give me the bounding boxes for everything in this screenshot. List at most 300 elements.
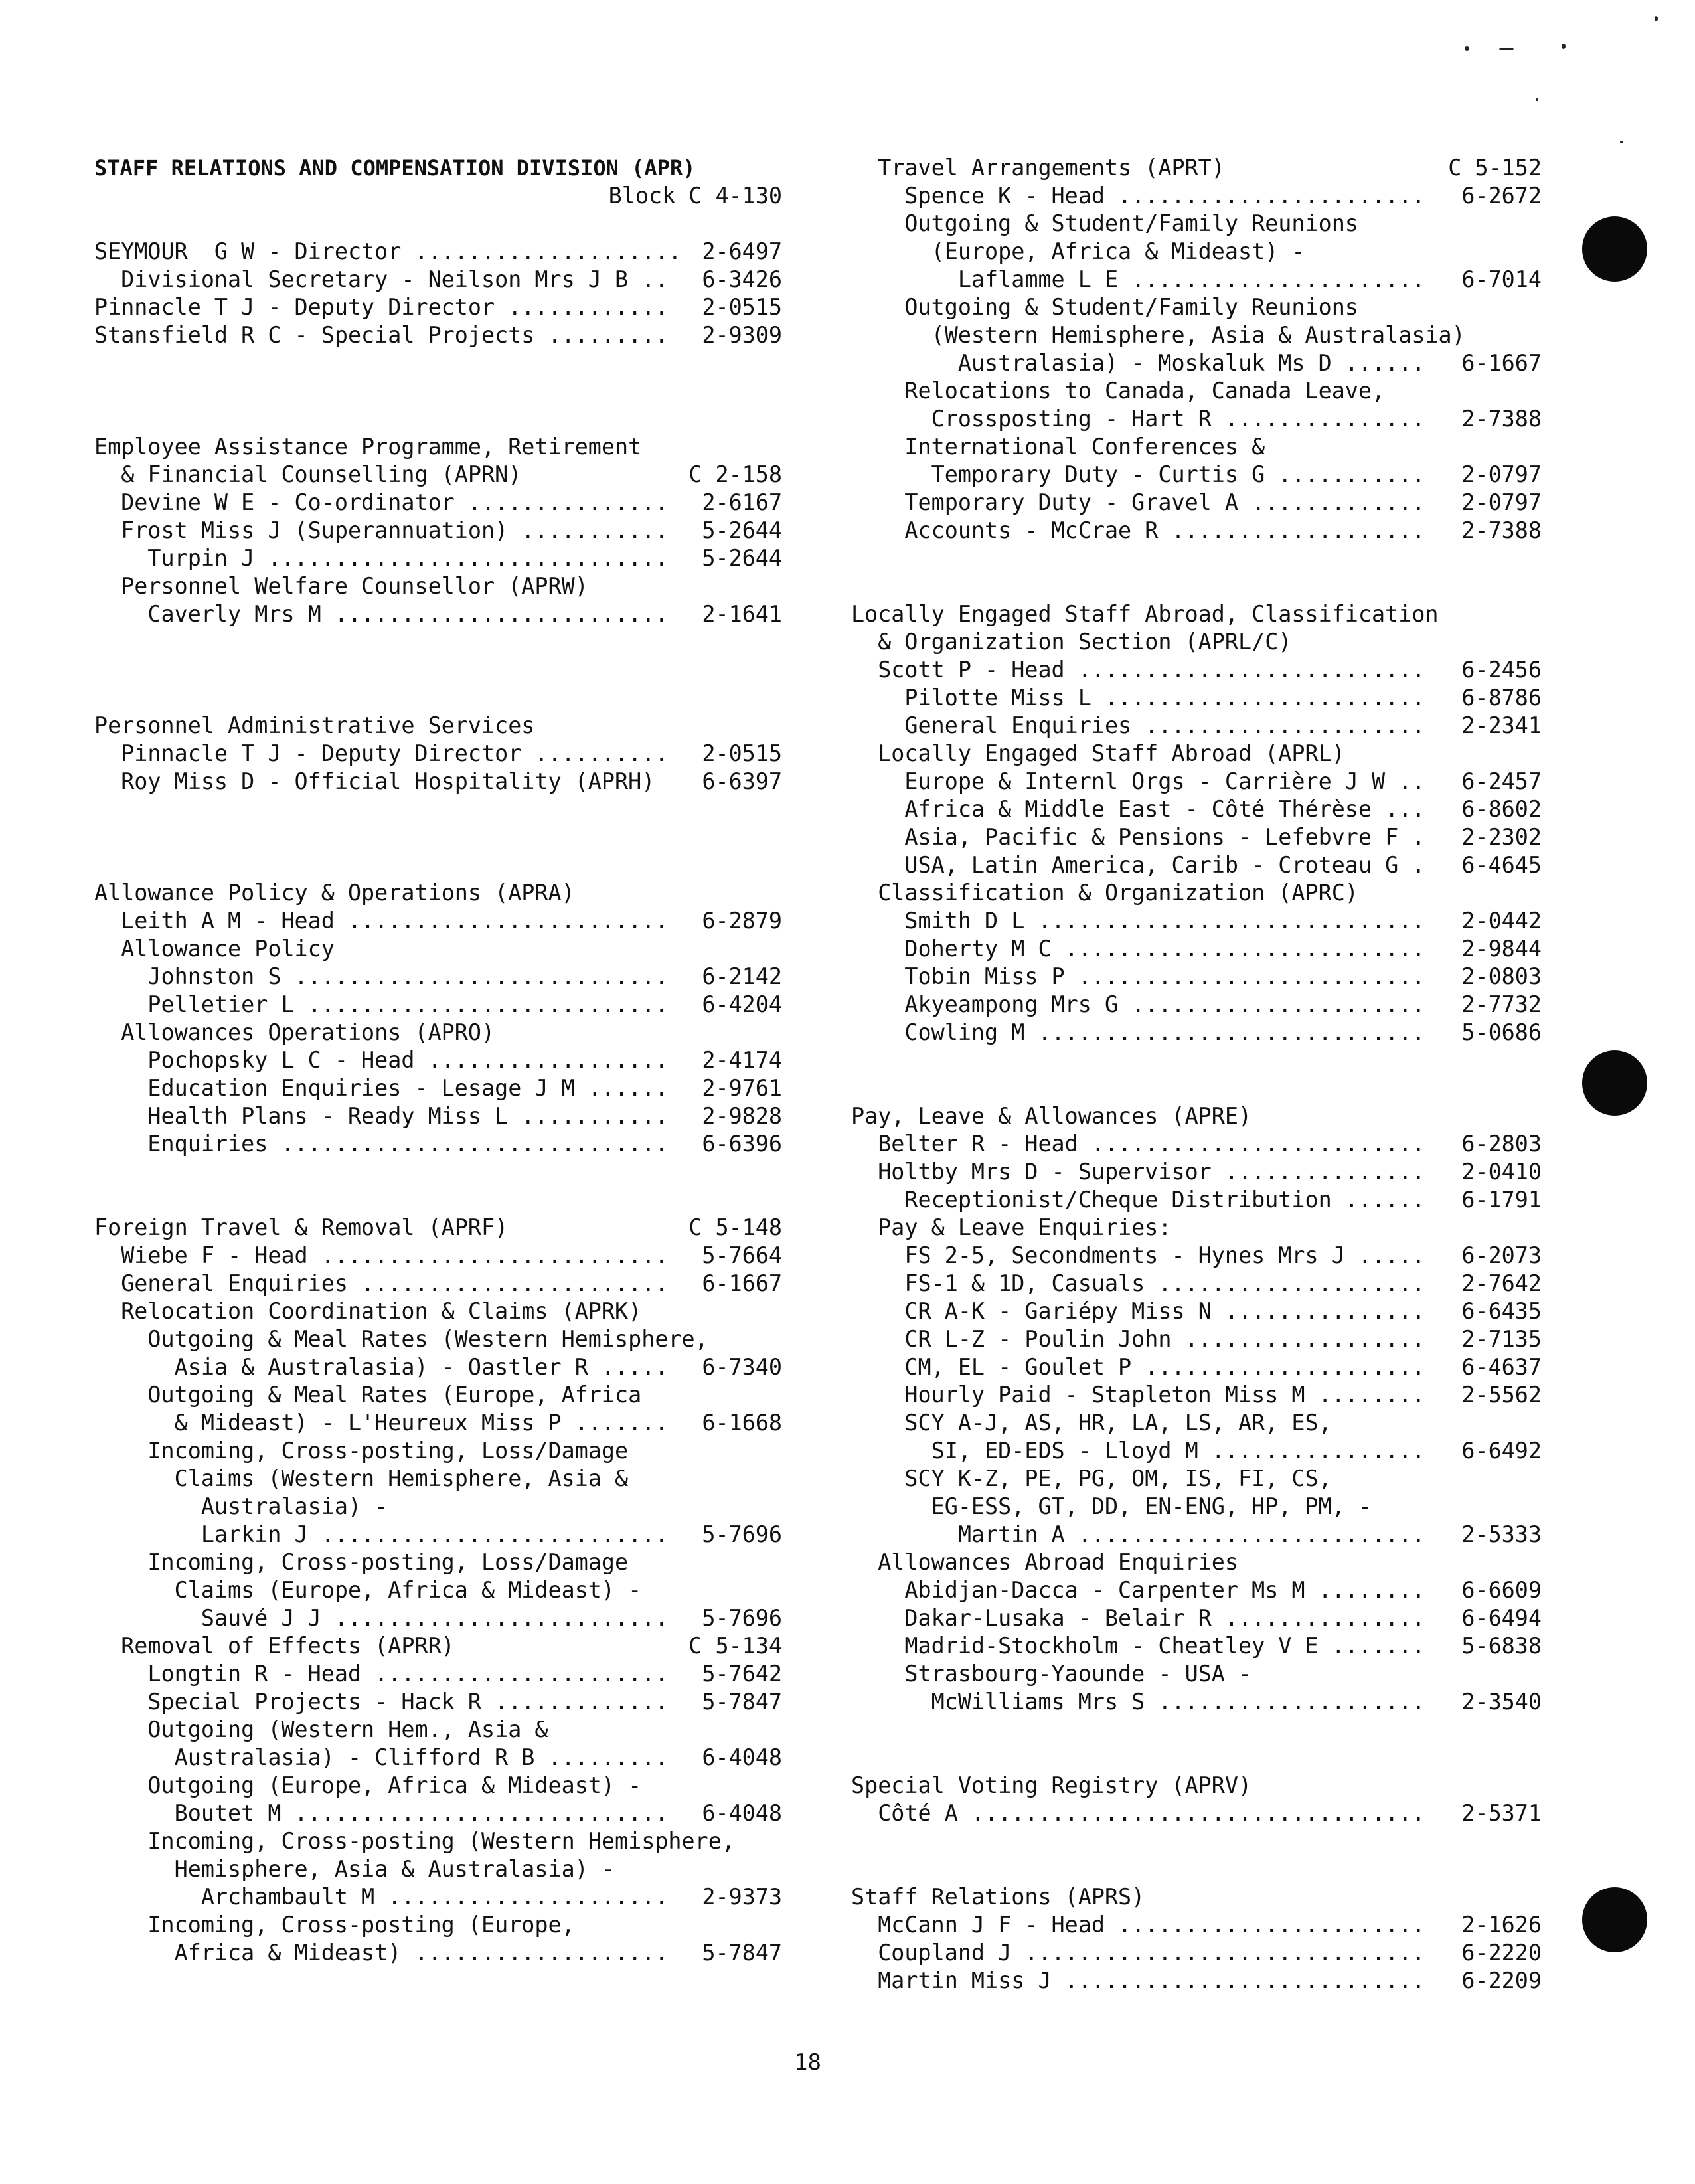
entry-extension: 6-4637: [1461, 1354, 1542, 1380]
entry-extension: C 5-134: [688, 1633, 782, 1659]
entry-label: Australasia) - Moskaluk Ms D ......: [851, 350, 1425, 376]
entry-extension: 6-4048: [702, 1800, 782, 1826]
entry-label: Incoming, Cross-posting (Europe,: [94, 1912, 575, 1938]
directory-entry: [94, 1437, 782, 1465]
directory-entry: [851, 935, 1542, 963]
entry-extension: 5-7847: [702, 1689, 782, 1715]
directory-entry: [94, 1102, 782, 1130]
entry-label: Boutet M ............................: [94, 1800, 669, 1826]
entry-label: Outgoing (Europe, Africa & Mideast) -: [94, 1772, 642, 1798]
directory-entry: [851, 433, 1542, 461]
directory-entry: [94, 294, 782, 321]
entry-extension: 2-0797: [1461, 462, 1542, 487]
entry-label: Allowance Policy & Operations (APRA): [94, 880, 575, 906]
entry-extension: 2-7642: [1461, 1270, 1542, 1296]
directory-entry: [94, 1632, 782, 1660]
entry-extension: 6-6397: [702, 768, 782, 794]
entry-label: Temporary Duty - Gravel A .............: [851, 489, 1425, 515]
entry-label: Pinnacle T J - Deputy Director ............: [94, 294, 669, 320]
entry-label: Locally Engaged Staff Abroad (APRL): [851, 740, 1345, 766]
directory-entry: [94, 1939, 782, 1967]
entry-label: Incoming, Cross-posting, Loss/Damage: [94, 1438, 629, 1464]
directory-entry: [851, 154, 1542, 182]
directory-entry: [94, 182, 782, 210]
entry-label: Relocation Coordination & Claims (APRK): [94, 1298, 642, 1324]
spacer-line: [851, 1716, 1542, 1744]
entry-extension: 6-7014: [1461, 266, 1542, 292]
directory-entry: [851, 1800, 1542, 1827]
entry-extension: 6-3426: [702, 266, 782, 292]
directory-entry: [851, 1353, 1542, 1381]
entry-label: Asia, Pacific & Pensions - Lefebvre F .: [851, 824, 1425, 850]
spacer-line: [851, 1827, 1542, 1855]
entry-extension: 2-9373: [702, 1884, 782, 1910]
entry-label: Employee Assistance Programme, Retirement: [94, 434, 642, 460]
directory-entry: [851, 1158, 1542, 1186]
entry-label: Foreign Travel & Removal (APRF): [94, 1215, 509, 1240]
spacer-line: [94, 1186, 782, 1214]
entry-extension: 6-2803: [1461, 1131, 1542, 1157]
directory-entry: [851, 1270, 1542, 1298]
entry-extension: 2-9309: [702, 322, 782, 348]
directory-entry: [94, 1047, 782, 1074]
directory-entry: [851, 1772, 1542, 1800]
entry-label: Pelletier L ...........................: [94, 991, 669, 1017]
directory-entry: [94, 1074, 782, 1102]
entry-extension: 6-4645: [1461, 852, 1542, 878]
entry-label: Pilotte Miss L ........................: [851, 685, 1425, 711]
entry-label: Classification & Organization (APRC): [851, 880, 1358, 906]
directory-entry: [94, 991, 782, 1019]
entry-label: Asia & Australasia) - Oastler R .....: [94, 1354, 669, 1380]
directory-entry: [94, 1688, 782, 1716]
scan-speck: [1562, 44, 1566, 49]
entry-extension: 5-7696: [702, 1521, 782, 1547]
directory-entry: [94, 1353, 782, 1381]
entry-extension: 2-7388: [1461, 406, 1542, 432]
spacer-line: [851, 545, 1542, 572]
directory-entry: [94, 1214, 782, 1242]
entry-label: Europe & Internl Orgs - Carrière J W ..: [851, 768, 1425, 794]
entry-extension: 6-2142: [702, 964, 782, 989]
spacer-line: [851, 1855, 1542, 1883]
directory-entry: [851, 991, 1542, 1019]
directory-entry: [94, 879, 782, 907]
directory-entry: [851, 1576, 1542, 1604]
entry-extension: 2-9761: [702, 1075, 782, 1101]
directory-entry: [851, 405, 1542, 433]
entry-label: Incoming, Cross-posting (Western Hemisphere,: [94, 1828, 735, 1854]
scan-speck: [1655, 16, 1658, 21]
directory-entry: [851, 796, 1542, 823]
directory-entry: [851, 1214, 1542, 1242]
entry-label: Doherty M C ...........................: [851, 936, 1425, 962]
directory-entry: [94, 1130, 782, 1158]
entry-extension: 2-7388: [1461, 517, 1542, 543]
entry-label: Enquiries .............................: [94, 1131, 669, 1157]
directory-entry: [94, 1772, 782, 1800]
directory-entry: [94, 963, 782, 991]
entry-extension: 5-7696: [702, 1605, 782, 1631]
entry-extension: 5-7642: [702, 1661, 782, 1687]
directory-entry: [94, 461, 782, 489]
entry-label: Coupland J ..............................: [851, 1940, 1425, 1966]
entry-extension: 5-7847: [702, 1940, 782, 1966]
directory-entry: [851, 1381, 1542, 1409]
directory-entry: [94, 266, 782, 294]
entry-label: Accounts - McCrae R ...................: [851, 517, 1425, 543]
spacer-line: [851, 1744, 1542, 1772]
directory-entry: [94, 433, 782, 461]
entry-label: Caverly Mrs M .........................: [94, 601, 669, 627]
entry-extension: 2-9844: [1461, 936, 1542, 962]
entry-label: Staff Relations (APRS): [851, 1884, 1145, 1910]
directory-entry: [94, 517, 782, 545]
entry-label: Allowances Operations (APRO): [94, 1019, 495, 1045]
directory-entry: [94, 1660, 782, 1688]
spacer-line: [94, 628, 782, 656]
spacer-line: [94, 405, 782, 433]
entry-extension: 6-7340: [702, 1354, 782, 1380]
entry-label: Strasbourg-Yaounde - USA -: [851, 1661, 1252, 1687]
entry-extension: 2-5333: [1461, 1521, 1542, 1547]
entry-label: Allowances Abroad Enquiries: [851, 1549, 1238, 1575]
entry-label: Temporary Duty - Curtis G ...........: [851, 462, 1425, 487]
directory-entry: [94, 321, 782, 349]
directory-entry: [851, 740, 1542, 768]
entry-label: Travel Arrangements (APRT): [851, 155, 1225, 181]
entry-label: STAFF RELATIONS AND COMPENSATION DIVISION (APR): [94, 155, 696, 181]
entry-extension: 6-2073: [1461, 1242, 1542, 1268]
directory-entry: [94, 600, 782, 628]
directory-entry: [851, 628, 1542, 656]
entry-extension: 6-6396: [702, 1131, 782, 1157]
entry-label: Turpin J ..............................: [94, 545, 669, 571]
directory-entry: [94, 740, 782, 768]
directory-entry: [94, 1298, 782, 1325]
scan-speck: [1536, 98, 1538, 101]
entry-label: Pinnacle T J - Deputy Director ..........: [94, 740, 669, 766]
entry-extension: 2-6497: [702, 238, 782, 264]
directory-entry: [94, 1911, 782, 1939]
directory-entry: [851, 1298, 1542, 1325]
entry-label: Côté A ..................................: [851, 1800, 1425, 1826]
entry-label: Pochopsky L C - Head ..................: [94, 1047, 669, 1073]
spacer-line: [94, 1158, 782, 1186]
entry-label: Removal of Effects (APRR): [94, 1633, 455, 1659]
directory-entry: [94, 1019, 782, 1047]
entry-extension: 2-6167: [702, 489, 782, 515]
directory-entry: [94, 935, 782, 963]
binder-hole-top: [1582, 216, 1647, 282]
entry-label: Outgoing & Meal Rates (Western Hemisphere,: [94, 1326, 708, 1352]
entry-label: CR A-K - Gariépy Miss N ...............: [851, 1298, 1425, 1324]
entry-label: CM, EL - Goulet P .....................: [851, 1354, 1425, 1380]
directory-entry: [851, 377, 1542, 405]
entry-label: Claims (Western Hemisphere, Asia &: [94, 1466, 629, 1491]
entry-label: SCY A-J, AS, HR, LA, LS, AR, ES,: [851, 1410, 1332, 1436]
entry-extension: 2-0515: [702, 740, 782, 766]
entry-label: Martin Miss J ...........................: [851, 1968, 1425, 1993]
entry-label: McCann J F - Head .......................: [851, 1912, 1425, 1938]
entry-label: Martin A ..........................: [851, 1521, 1425, 1547]
directory-entry: [94, 1465, 782, 1493]
directory-entry: [851, 182, 1542, 210]
directory-entry: [94, 1883, 782, 1911]
directory-entry: [851, 1883, 1542, 1911]
directory-entry: [94, 1409, 782, 1437]
entry-extension: 2-2341: [1461, 713, 1542, 738]
entry-label: International Conferences &: [851, 434, 1265, 460]
entry-label: Pay, Leave & Allowances (APRE): [851, 1103, 1252, 1129]
entry-label: (Europe, Africa & Mideast) -: [851, 238, 1305, 264]
directory-entry: [94, 1521, 782, 1549]
spacer-line: [94, 349, 782, 377]
directory-entry: [851, 656, 1542, 684]
directory-entry: [851, 879, 1542, 907]
entry-label: Leith A M - Head ........................: [94, 908, 669, 934]
entry-extension: 5-0686: [1461, 1019, 1542, 1045]
directory-entry: [94, 1604, 782, 1632]
entry-label: Dakar-Lusaka - Belair R ...............: [851, 1605, 1425, 1631]
spacer-line: [94, 851, 782, 879]
entry-label: Outgoing (Western Hem., Asia &: [94, 1717, 548, 1742]
entry-label: Madrid-Stockholm - Cheatley V E .......: [851, 1633, 1425, 1659]
entry-label: Wiebe F - Head ..........................: [94, 1242, 669, 1268]
directory-entry: [851, 1130, 1542, 1158]
entry-label: General Enquiries .......................: [94, 1270, 669, 1296]
entry-extension: 6-4048: [702, 1744, 782, 1770]
directory-entry: [851, 1967, 1542, 1995]
directory-entry: [851, 1939, 1542, 1967]
directory-entry: [851, 1325, 1542, 1353]
entry-label: Outgoing & Student/Family Reunions: [851, 210, 1358, 236]
directory-entry: [94, 1855, 782, 1883]
entry-extension: 6-6435: [1461, 1298, 1542, 1324]
directory-entry: [851, 1102, 1542, 1130]
entry-label: Belter R - Head .........................: [851, 1131, 1425, 1157]
entry-label: Hemisphere, Asia & Australasia) -: [94, 1856, 615, 1882]
directory-entry: [851, 963, 1542, 991]
directory-entry: [851, 210, 1542, 238]
entry-label: Incoming, Cross-posting, Loss/Damage: [94, 1549, 629, 1575]
entry-extension: 2-2302: [1461, 824, 1542, 850]
binder-hole-bottom: [1582, 1887, 1647, 1952]
entry-label: (Western Hemisphere, Asia & Australasia): [851, 322, 1465, 348]
entry-label: USA, Latin America, Carib - Croteau G .: [851, 852, 1425, 878]
binder-hole-middle: [1582, 1050, 1647, 1116]
entry-label: Special Voting Registry (APRV): [851, 1772, 1252, 1798]
directory-entry: [94, 1716, 782, 1744]
directory-entry: [851, 489, 1542, 517]
entry-label: Cowling M .............................: [851, 1019, 1425, 1045]
entry-label: FS 2-5, Secondments - Hynes Mrs J .....: [851, 1242, 1425, 1268]
entry-label: Personnel Welfare Counsellor (APRW): [94, 573, 588, 599]
directory-entry: [851, 1019, 1542, 1047]
page-number: 18: [794, 2049, 821, 2076]
directory-entry: [851, 1632, 1542, 1660]
directory-entry: [851, 851, 1542, 879]
directory-entry: [94, 489, 782, 517]
entry-label: Laflamme L E ......................: [851, 266, 1425, 292]
spacer-line: [851, 572, 1542, 600]
entry-label: Archambault M .....................: [94, 1884, 669, 1910]
scan-speck: [1499, 48, 1514, 50]
directory-entry: [94, 907, 782, 935]
directory-entry: [94, 712, 782, 740]
spacer-line: [94, 684, 782, 712]
entry-extension: 6-4204: [702, 991, 782, 1017]
entry-label: Stansfield R C - Special Projects .........: [94, 322, 669, 348]
entry-extension: 2-0803: [1461, 964, 1542, 989]
entry-extension: 2-3540: [1461, 1689, 1542, 1715]
entry-label: Crossposting - Hart R ...............: [851, 406, 1425, 432]
directory-entry: [94, 1381, 782, 1409]
directory-entry: [851, 517, 1542, 545]
entry-label: Outgoing & Student/Family Reunions: [851, 294, 1358, 320]
directory-entry: [94, 1325, 782, 1353]
directory-entry: [851, 461, 1542, 489]
spacer-line: [94, 377, 782, 405]
directory-entry: [94, 1800, 782, 1827]
directory-entry: [94, 545, 782, 572]
spacer-line: [94, 210, 782, 238]
scan-speck: [1465, 46, 1469, 51]
entry-label: SEYMOUR G W - Director ....................: [94, 238, 682, 264]
directory-entry: [851, 1409, 1542, 1437]
directory-entry: [851, 349, 1542, 377]
directory-entry: [851, 768, 1542, 796]
entry-label: & Organization Section (APRL/C): [851, 629, 1292, 655]
entry-label: Claims (Europe, Africa & Mideast) -: [94, 1577, 642, 1603]
entry-extension: 6-8602: [1461, 796, 1542, 822]
scan-speck: [1620, 141, 1623, 143]
entry-label: EG-ESS, GT, DD, EN-ENG, HP, PM, -: [851, 1493, 1372, 1519]
directory-entry: [851, 1660, 1542, 1688]
directory-entry: [851, 907, 1542, 935]
directory-entry: [851, 1186, 1542, 1214]
entry-label: McWilliams Mrs S ....................: [851, 1689, 1425, 1715]
right-column: [851, 154, 1542, 1995]
entry-extension: 6-2457: [1461, 768, 1542, 794]
entry-label: Akyeampong Mrs G ......................: [851, 991, 1425, 1017]
directory-entry: [851, 823, 1542, 851]
entry-extension: 2-1641: [702, 601, 782, 627]
entry-extension: 6-8786: [1461, 685, 1542, 711]
entry-extension: Block C 4-130: [608, 183, 782, 209]
division-title: [94, 154, 782, 182]
entry-extension: 6-2879: [702, 908, 782, 934]
spacer-line: [851, 1074, 1542, 1102]
directory-entry: [851, 1437, 1542, 1465]
entry-extension: 6-1668: [702, 1410, 782, 1436]
entry-label: Outgoing & Meal Rates (Europe, Africa: [94, 1382, 642, 1408]
entry-label: Smith D L .............................: [851, 908, 1425, 934]
entry-label: Australasia) - Clifford R B .........: [94, 1744, 669, 1770]
entry-label: Hourly Paid - Stapleton Miss M ........: [851, 1382, 1425, 1408]
entry-extension: 6-2209: [1461, 1968, 1542, 1993]
entry-extension: 6-1791: [1461, 1187, 1542, 1213]
entry-extension: 5-7664: [702, 1242, 782, 1268]
entry-label: Africa & Mideast) ...................: [94, 1940, 669, 1966]
directory-entry: [851, 1521, 1542, 1549]
left-column: [94, 154, 782, 1967]
entry-label: Locally Engaged Staff Abroad, Classification: [851, 601, 1439, 627]
entry-label: Australasia) -: [94, 1493, 388, 1519]
entry-extension: 5-2644: [702, 545, 782, 571]
entry-extension: 2-0410: [1461, 1159, 1542, 1185]
entry-label: Pay & Leave Enquiries:: [851, 1215, 1172, 1240]
spacer-line: [94, 823, 782, 851]
entry-label: Divisional Secretary - Neilson Mrs J B ..: [94, 266, 669, 292]
directory-entry: [851, 1911, 1542, 1939]
entry-label: Holtby Mrs D - Supervisor ...............: [851, 1159, 1425, 1185]
entry-extension: 5-6838: [1461, 1633, 1542, 1659]
entry-label: Relocations to Canada, Canada Leave,: [851, 378, 1386, 404]
entry-extension: 2-0797: [1461, 489, 1542, 515]
entry-extension: 2-5562: [1461, 1382, 1542, 1408]
directory-entry: [94, 1744, 782, 1772]
entry-extension: 6-1667: [702, 1270, 782, 1296]
entry-label: Tobin Miss P ..........................: [851, 964, 1425, 989]
directory-entry: [851, 600, 1542, 628]
entry-extension: 5-2644: [702, 517, 782, 543]
entry-label: SI, ED-EDS - Lloyd M ................: [851, 1438, 1425, 1464]
entry-extension: 2-7135: [1461, 1326, 1542, 1352]
directory-entry: [851, 684, 1542, 712]
entry-label: & Mideast) - L'Heureux Miss P .......: [94, 1410, 669, 1436]
entry-label: Personnel Administrative Services: [94, 713, 535, 738]
entry-extension: C 5-152: [1448, 155, 1542, 181]
directory-entry: [94, 1827, 782, 1855]
directory-entry: [94, 1242, 782, 1270]
entry-label: SCY K-Z, PE, PG, OM, IS, FI, CS,: [851, 1466, 1332, 1491]
entry-label: Spence K - Head .......................: [851, 183, 1425, 209]
entry-extension: 2-0515: [702, 294, 782, 320]
entry-extension: 6-2456: [1461, 657, 1542, 683]
entry-extension: 2-5371: [1461, 1800, 1542, 1826]
directory-entry: [94, 1576, 782, 1604]
directory-entry: [851, 266, 1542, 294]
entry-extension: 6-6494: [1461, 1605, 1542, 1631]
entry-label: CR L-Z - Poulin John ..................: [851, 1326, 1425, 1352]
entry-label: Sauvé J J .........................: [94, 1605, 669, 1631]
entry-label: Frost Miss J (Superannuation) ...........: [94, 517, 669, 543]
entry-extension: 6-2220: [1461, 1940, 1542, 1966]
entry-extension: 6-2672: [1461, 183, 1542, 209]
entry-extension: C 2-158: [688, 462, 782, 487]
entry-extension: 2-1626: [1461, 1912, 1542, 1938]
directory-entry: [94, 1270, 782, 1298]
entry-extension: 6-1667: [1461, 350, 1542, 376]
entry-extension: 2-0442: [1461, 908, 1542, 934]
directory-entry: [851, 712, 1542, 740]
directory-entry: [94, 768, 782, 796]
entry-label: Africa & Middle East - Côté Thérèse ...: [851, 796, 1425, 822]
entry-extension: 6-6492: [1461, 1438, 1542, 1464]
directory-entry: [94, 572, 782, 600]
directory-entry: [94, 1493, 782, 1521]
entry-label: Health Plans - Ready Miss L ...........: [94, 1103, 669, 1129]
entry-label: Roy Miss D - Official Hospitality (APRH): [94, 768, 655, 794]
entry-label: Scott P - Head ..........................: [851, 657, 1425, 683]
directory-entry: [94, 238, 782, 266]
entry-extension: 6-6609: [1461, 1577, 1542, 1603]
entry-label: Devine W E - Co-ordinator ...............: [94, 489, 669, 515]
directory-entry: [851, 1604, 1542, 1632]
spacer-line: [851, 1047, 1542, 1074]
entry-label: Johnston S ............................: [94, 964, 669, 989]
